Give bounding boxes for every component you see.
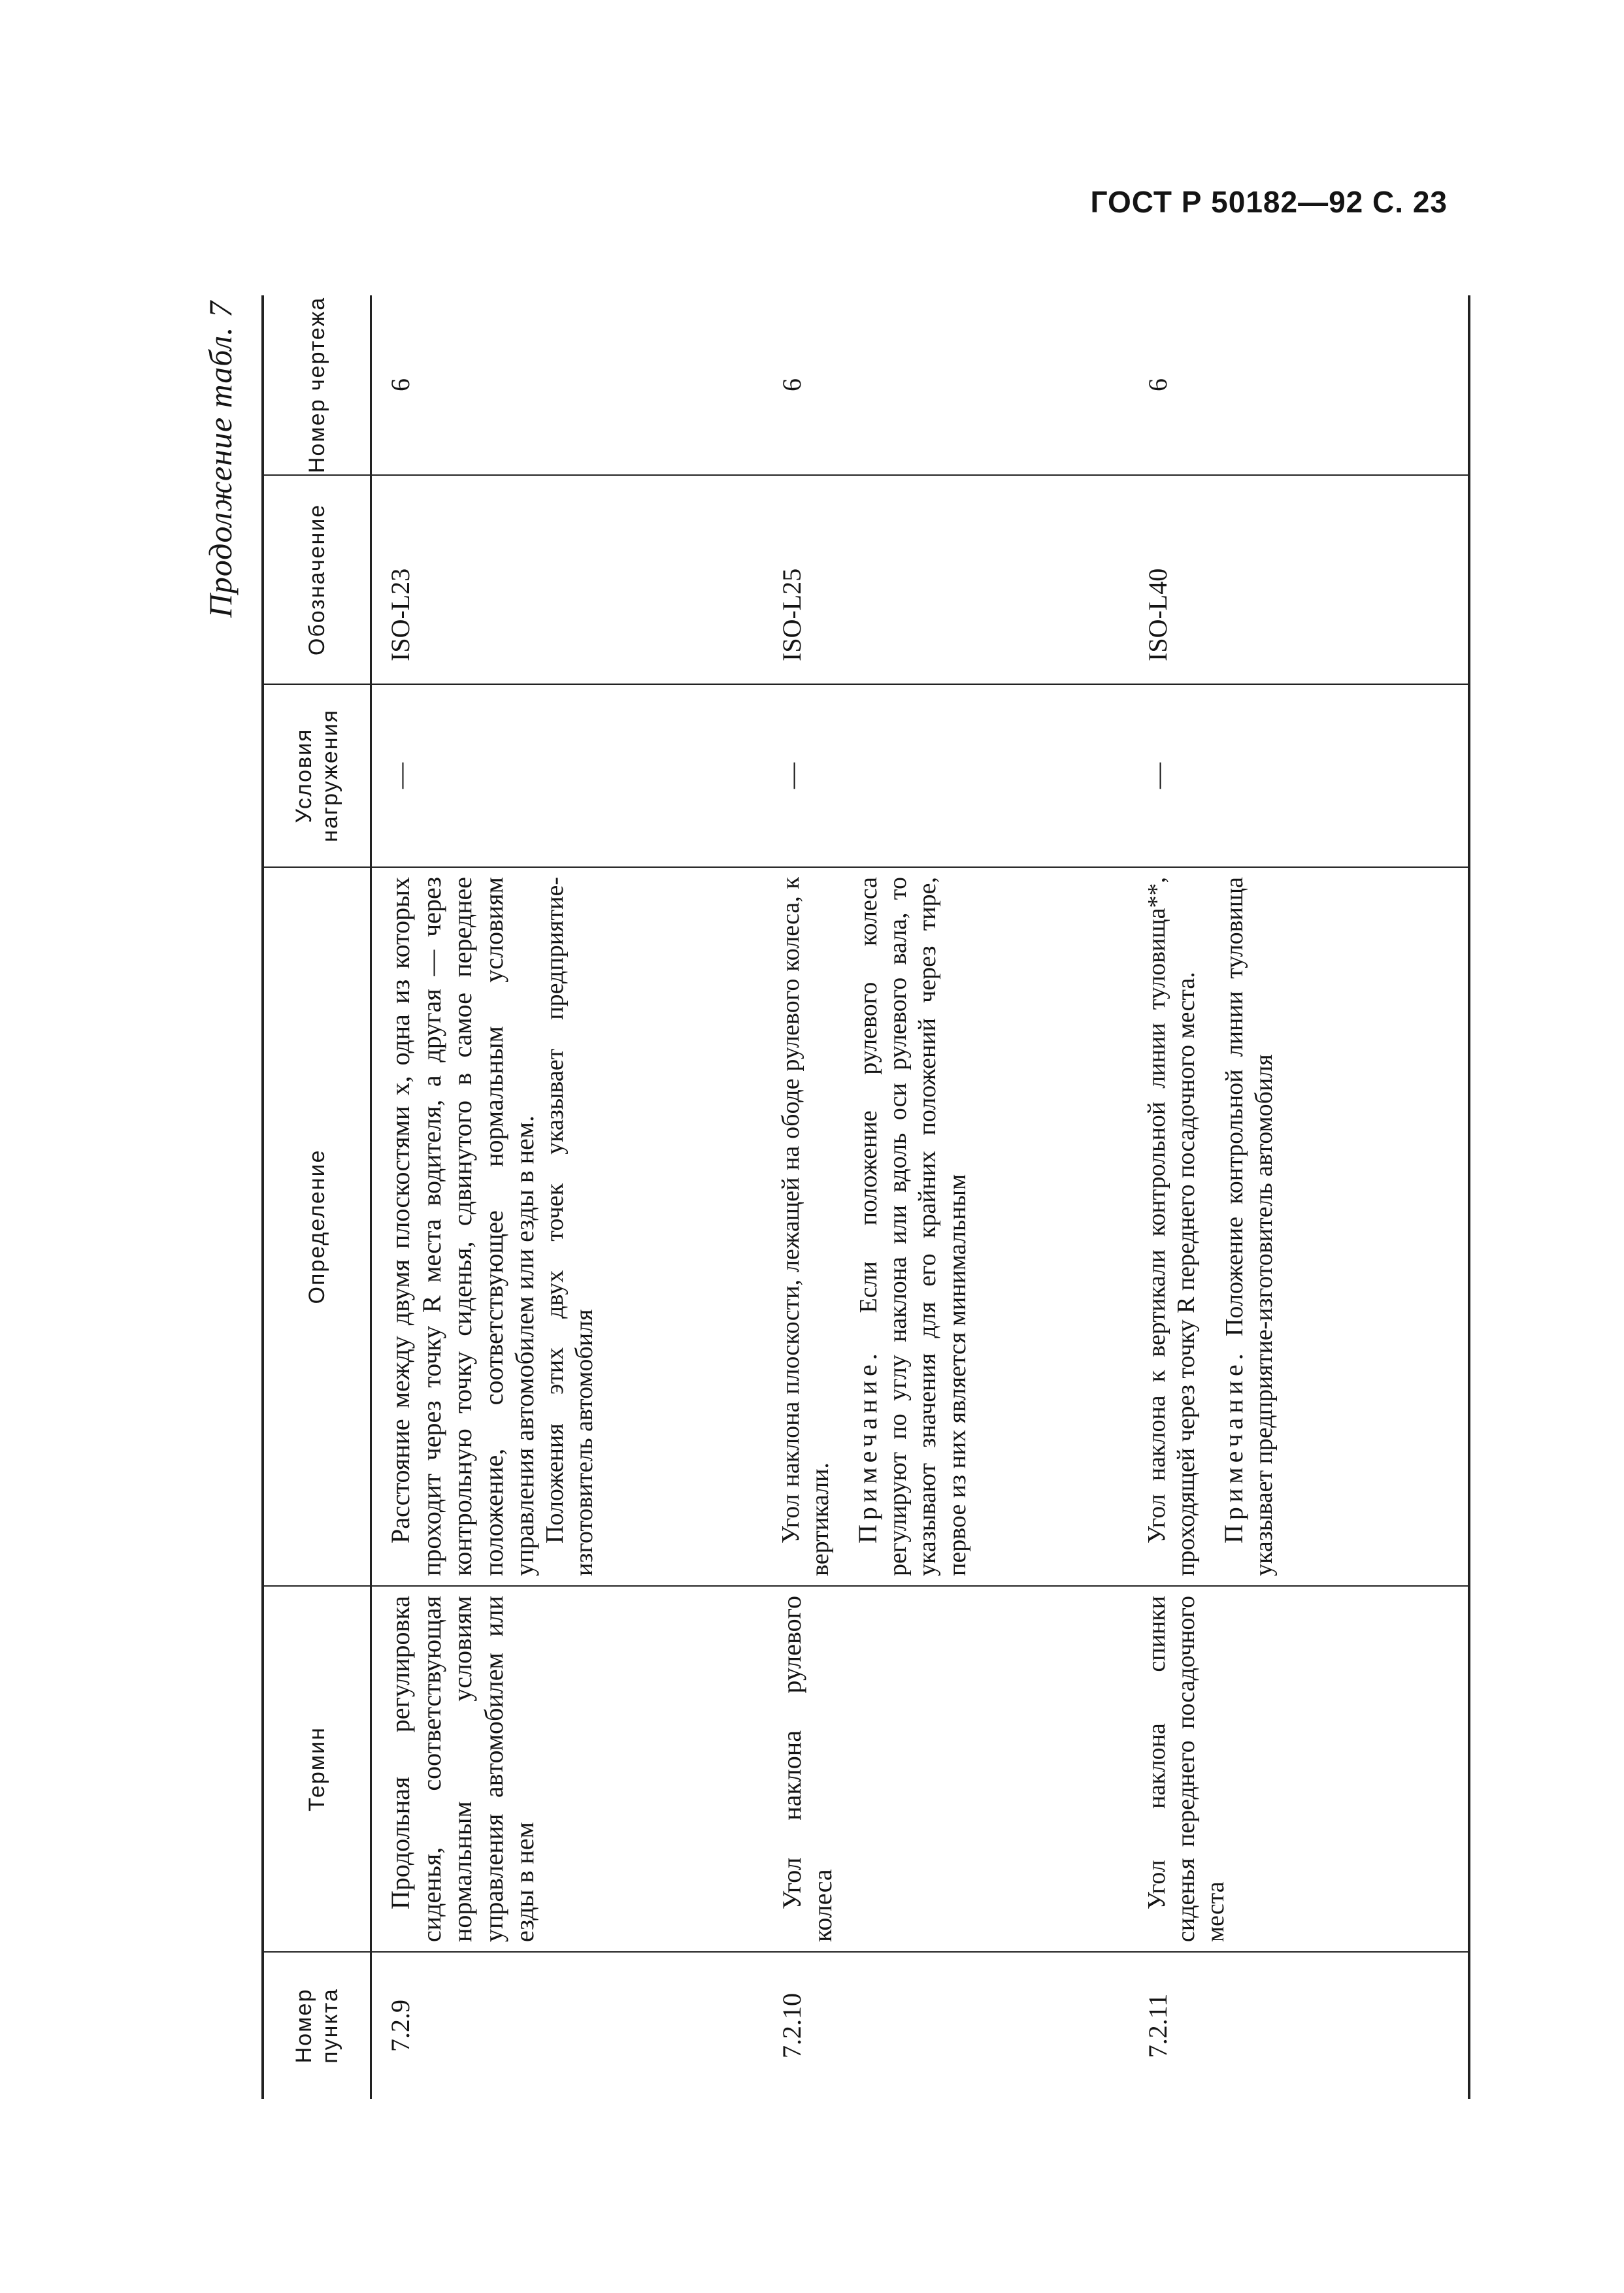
- definition-text: Расстояние между двумя плоскостями x, одна из которых проходит через точку R места водителя, а другая — через контрольную точку сиденья, сдвинутого в самое переднее положение, соответствующее нормальным условиям управления автомобилем или езды в нем.: [386, 877, 540, 1576]
- row-number: 7.2.11: [1129, 1952, 1469, 2099]
- row-conditions: —: [763, 684, 1129, 867]
- note-text: Положение контрольной линии туловища указывает предприятие-изготовитель автомобиля: [1220, 877, 1278, 1576]
- header-definition: Определение: [263, 867, 371, 1586]
- row-term: [1129, 1586, 1469, 1952]
- row-term: [763, 1586, 1129, 1952]
- row-term: [371, 1586, 763, 1952]
- note-label: Примечание.: [1218, 1349, 1248, 1543]
- definition-text: Угол наклона к вертикали контрольной линии туловища**, проходящей через точку R переднего посадочного места.: [1142, 877, 1200, 1576]
- header-chart: Номер чертежа: [263, 295, 371, 475]
- note: [852, 877, 972, 1576]
- table-header-row: [263, 295, 371, 2099]
- row-number: 7.2.10: [776, 1993, 806, 2058]
- row-definition: [763, 867, 1129, 1586]
- term-text: Угол наклона спинки сиденья переднего посадочного места: [1142, 1596, 1229, 1942]
- continuation-title: Продолжение табл. 7: [202, 301, 239, 618]
- row-number: 7.2.9: [386, 2000, 415, 2052]
- note-label: Примечание.: [852, 1349, 882, 1543]
- row-definition: [371, 867, 763, 1586]
- term-text: Продольная регулировка сиденья, соответствующая нормальным условиям управления автомобилем или езды в нем: [386, 1596, 540, 1942]
- row-designation: ISO-L25: [763, 475, 1129, 684]
- table-row: [371, 295, 763, 2099]
- header-num: Номер пункта: [263, 1952, 371, 2099]
- row-designation: ISO-L40: [1129, 475, 1469, 684]
- row-chart: 6: [763, 295, 1129, 475]
- definition-text-2: Положения этих двух точек указывает предприятие-изготовитель автомобиля: [540, 877, 599, 1576]
- row-conditions: —: [371, 684, 763, 867]
- table-row: [763, 295, 1129, 2099]
- header-term: Термин: [263, 1586, 371, 1952]
- definition-text: Угол наклона плоскости, лежащей на ободе рулевого колеса, к вертикали.: [776, 877, 834, 1576]
- row-chart: 6: [371, 295, 763, 475]
- note: [1218, 877, 1279, 1576]
- term-text: Угол наклона рулевого колеса: [776, 1596, 838, 1942]
- row-chart: 6: [1129, 295, 1469, 475]
- row-designation: ISO-L23: [371, 475, 763, 684]
- header-conditions: Условия нагружения: [263, 684, 371, 867]
- note-text: Если положение рулевого колеса регулируют по углу наклона или вдоль оси рулевого вала, то указывают значения для его крайних положений через тире, первое из них является минимальным: [854, 877, 971, 1576]
- row-conditions: —: [1129, 684, 1469, 867]
- table-row: [1129, 295, 1469, 2099]
- rotated-table-block: [201, 289, 1417, 2099]
- definitions-table: [261, 295, 1470, 2099]
- row-definition: [1129, 867, 1469, 1586]
- header-designation: Обозначение: [263, 475, 371, 684]
- page-header: ГОСТ Р 50182—92 С. 23: [1090, 185, 1448, 219]
